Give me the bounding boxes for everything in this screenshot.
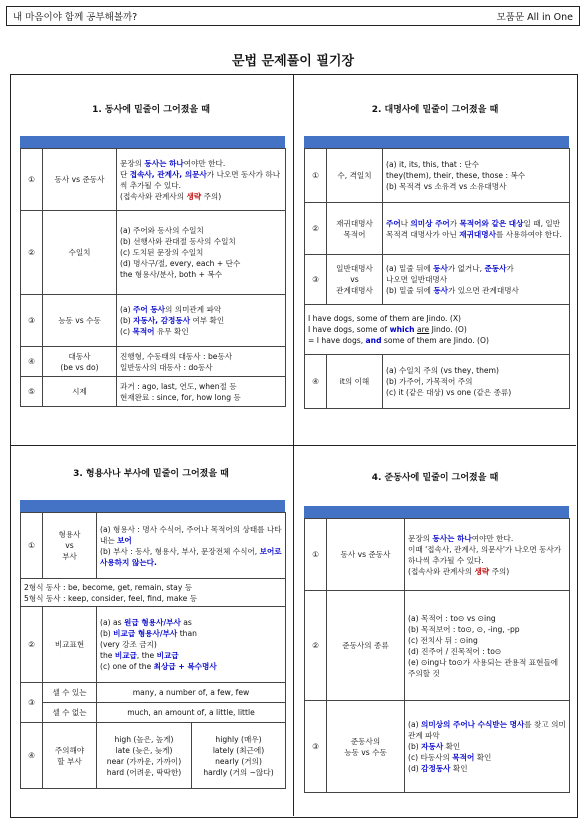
table-row — [21, 211, 286, 295]
text: 문장의 — [408, 533, 433, 543]
page-title: 문법 문제풀이 필기장 — [231, 54, 355, 69]
desc-line: (d) 명사구/절, every, each + 단수 — [120, 259, 241, 268]
highlight: 동사는 하나 — [432, 533, 472, 543]
row-number: ① — [21, 149, 43, 211]
row-number: ② — [305, 591, 327, 701]
row-key: 능동 vs 수동 — [43, 295, 117, 347]
table-row — [305, 701, 570, 793]
row-key: 수일치 — [43, 211, 117, 295]
list-item: hardly (거의 ~않다) — [203, 767, 274, 777]
text: than — [177, 629, 197, 638]
row-desc — [97, 513, 286, 579]
text: I have dogs, some of — [308, 325, 390, 334]
table-row — [21, 607, 286, 683]
desc-line: they(them), their, these, those : 복수 — [386, 171, 526, 180]
row-number: ④ — [21, 723, 43, 789]
text: Jindo. (O) — [429, 325, 467, 334]
text: = I have dogs, — [308, 336, 366, 345]
header-right-text: 모품문 All in One — [496, 12, 573, 23]
text: 나 — [400, 218, 411, 228]
text: (c) one of the — [100, 662, 154, 671]
list-item: nearly (거의) — [215, 756, 262, 766]
underline: are — [416, 325, 430, 334]
text: (d) — [408, 764, 422, 773]
highlight: 비교급 — [156, 651, 179, 660]
highlight: 주어 — [386, 218, 401, 228]
highlight: 목적어 — [132, 327, 155, 336]
example-line: I have dogs, some of them are Jindo. (X) — [308, 314, 462, 323]
section-2-header-bar — [304, 136, 569, 148]
adverb-list-right — [192, 723, 286, 789]
text: (a) 밑줄 뒤에 — [386, 264, 434, 273]
desc-line: (a) 목적어 : to⊙ vs ⊙ing — [408, 613, 496, 623]
highlight: and — [365, 336, 382, 345]
highlight: 목적어 — [452, 753, 475, 762]
text: (접속사와 관계사의 — [120, 191, 187, 201]
verb-pattern-cell — [21, 579, 286, 607]
highlight: 비교급 — [114, 651, 137, 660]
section-4-title: 4. 준동사에 밑줄이 그어졌을 때 — [371, 473, 499, 483]
list-item: highly (매우) — [215, 734, 262, 744]
row-desc — [97, 607, 286, 683]
row-desc: many, a number of, a few, few — [97, 683, 286, 703]
text: (c) — [120, 327, 133, 336]
text: 를 찾고 의미관계 파악 — [408, 720, 566, 740]
desc-line: 현재완료 : since, for, how long 등 — [120, 392, 241, 402]
section-4-header-bar — [304, 506, 569, 518]
row-desc — [405, 701, 570, 793]
text: (a) — [408, 720, 421, 729]
row-key: 동사 vs 준동사 — [327, 519, 405, 591]
desc-line: 5형식 동사 : keep, consider, feel, find, make 등 — [24, 593, 198, 603]
key-line: 부사 — [62, 552, 77, 561]
list-item: high (높은, 높게) — [114, 734, 174, 744]
highlight: 주어 동사 — [133, 305, 165, 314]
row-key — [327, 255, 383, 305]
section-1-title: 1. 동사에 밑줄이 그어졌을 때 — [92, 105, 210, 115]
text: as — [180, 618, 192, 627]
row-desc — [383, 255, 570, 305]
row-desc — [405, 519, 570, 591]
key-line: vs — [65, 541, 74, 550]
header-left-text: 내 마음이야 함께 공부해볼까? — [13, 12, 138, 23]
highlight: 의미상 주어 — [410, 218, 450, 228]
key-line: 일반대명사 — [336, 264, 373, 273]
list-item: late (늦은, 늦게) — [115, 745, 173, 755]
highlight: 동사 — [433, 264, 448, 273]
table-row — [305, 255, 570, 305]
row-key — [43, 513, 97, 579]
desc-line: (a) 주어와 동사의 수일치 — [120, 226, 204, 235]
section-2-table — [304, 148, 570, 409]
text: 주의) — [489, 566, 510, 576]
key-line: vs — [350, 275, 359, 284]
text: 유무 확인 — [154, 327, 189, 336]
row-key: 셀 수 없는 — [43, 703, 97, 723]
text: 가 — [449, 218, 460, 228]
row-key: 준동사의 종류 — [327, 591, 405, 701]
desc-line: (b) 목적격 vs 소유격 vs 소유대명사 — [386, 182, 507, 191]
table-row — [305, 591, 570, 701]
table-row — [21, 295, 286, 347]
highlight: 감정동사 — [421, 764, 451, 773]
desc-line: (c) 도치된 문장의 수일치 — [120, 248, 204, 257]
table-row — [305, 305, 570, 355]
text: 단 — [120, 169, 130, 179]
text: (c) 타동사의 — [408, 753, 453, 762]
table-row — [21, 149, 286, 211]
text: (b) 밑줄 뒤에 — [386, 286, 434, 295]
key-line: 준동사의 — [350, 736, 381, 746]
row-desc: much, an amount of, a little, little — [97, 703, 286, 723]
text: 의 의미관계 파악 — [165, 305, 222, 314]
desc-line: 나오면 일반대명사 — [386, 275, 448, 284]
desc-line: 2형식 동사 : be, become, get, remain, stay 등 — [24, 582, 193, 592]
key-line: (be vs do) — [60, 362, 99, 372]
text: 문장의 — [120, 158, 145, 168]
row-key: 비교표현 — [43, 607, 97, 683]
list-item: near (가까운, 가까이) — [106, 756, 182, 766]
highlight: which — [389, 325, 415, 334]
key-line: 재귀대명사 — [336, 218, 373, 228]
desc-line: (c) 전치사 뒤 : ⊙ing — [408, 635, 478, 645]
desc-line: the 형용사/분사, both + 복수 — [120, 270, 223, 279]
desc-line: (d) 진주어 / 진목적어 : to⊙ — [408, 646, 502, 656]
highlight: 보어 — [117, 535, 132, 545]
section-3-title: 3. 형용사나 부사에 밑줄이 그어졌을 때 — [73, 469, 229, 479]
row-desc — [117, 149, 286, 211]
section-1-header-bar — [20, 136, 285, 148]
row-desc — [117, 347, 286, 377]
table-row — [305, 355, 570, 409]
row-number: ③ — [305, 701, 327, 793]
section-3-header-bar — [20, 500, 285, 512]
row-key: 시제 — [43, 377, 117, 407]
section-3-table — [20, 512, 286, 789]
row-number: ④ — [21, 347, 43, 377]
row-number: ④ — [305, 355, 327, 409]
desc-line: (b) 선행사와 관대절 동사의 수일치 — [120, 237, 236, 246]
highlight: 보어로 사용하지 않는다. — [100, 546, 282, 567]
row-key — [43, 347, 117, 377]
text: (b) — [408, 742, 422, 751]
highlight: 최상급 + 복수명사 — [153, 662, 217, 671]
table-row — [305, 519, 570, 591]
section-1-table — [20, 148, 286, 407]
text: 확인 — [474, 753, 492, 762]
text: 확인 — [450, 764, 468, 773]
text: (a) 형용사 : 명사 수식어, 주어나 목적어의 상태를 나타내는 — [100, 524, 282, 545]
text: 일 때, 일반 목적격 대명사가 아닌 — [386, 218, 561, 239]
row-number: ① — [305, 519, 327, 591]
highlight: 동사 — [433, 286, 449, 295]
text: (b) 부사 : 동사, 형용사, 부사, 문장전체 수식어, — [100, 546, 260, 556]
row-key: 셀 수 있는 — [43, 683, 97, 703]
row-key: 수, 격일치 — [327, 149, 383, 203]
desc-line: 진행형, 수동태의 대동사 : be동사 — [120, 351, 233, 361]
highlight-red: 생략 — [186, 191, 202, 201]
table-row — [305, 203, 570, 255]
table-row — [21, 683, 286, 703]
row-desc — [383, 355, 570, 409]
row-number: ③ — [21, 295, 43, 347]
highlight: 원급 형용사/부사 — [124, 618, 181, 627]
row-number: ② — [305, 203, 327, 255]
desc-line: (b) 가주어, 가목적어 주의 — [386, 377, 473, 386]
text: (접속사와 관계사의 — [408, 566, 475, 576]
table-row — [305, 149, 570, 203]
text: 가 있으면 관계대명사 — [448, 286, 519, 295]
text: (b) — [120, 316, 134, 325]
desc-line: (very 강조 금지) — [100, 640, 157, 649]
key-line: 할 부사 — [57, 756, 82, 766]
row-number: ① — [21, 513, 43, 579]
text: 가 나오면 동사가 하나씩 추가될 수 있다. — [120, 169, 281, 190]
text: 를 사용하여야 한다. — [495, 229, 562, 239]
highlight: 자동사 — [421, 742, 444, 751]
desc-line: (c) it (같은 대상) vs one (같은 종류) — [386, 388, 512, 397]
row-key: it의 이해 — [327, 355, 383, 409]
text: 가 — [506, 264, 514, 273]
highlight: 자동사, 감정동사 — [133, 316, 191, 325]
row-desc — [117, 211, 286, 295]
desc-line: (e) ⊙ing나 to⊙가 사용되는 관용적 표현들에 주의할 것 — [408, 657, 559, 678]
highlight: 재귀대명사 — [459, 229, 496, 239]
highlight: 목적어와 같은 대상 — [459, 218, 524, 228]
section-2-title: 2. 대명사에 밑줄이 그어졌을 때 — [371, 105, 499, 115]
list-item: lately (최근에) — [212, 745, 265, 755]
row-desc — [117, 377, 286, 407]
row-divider — [10, 445, 576, 446]
desc-line: (a) 수일치 주의 (vs they, them) — [386, 366, 499, 375]
highlight: 의미상의 주어나 수식받는 명사 — [421, 720, 525, 729]
row-desc — [405, 591, 570, 701]
row-number: ① — [305, 149, 327, 203]
text: 확인 — [443, 742, 461, 751]
text: , the — [136, 651, 157, 660]
highlight-red: 생략 — [474, 566, 490, 576]
desc-line: (b) 목적보어 : to⊙, ⊙, -ing, -pp — [408, 624, 520, 634]
text: (a) — [120, 305, 133, 314]
example-cell — [305, 305, 570, 355]
row-key — [327, 203, 383, 255]
desc-line: 과거 : ago, last, 연도, when절 등 — [120, 381, 237, 391]
key-line: 형용사 — [58, 530, 81, 539]
row-number: ③ — [305, 255, 327, 305]
row-key: 동사 vs 준동사 — [43, 149, 117, 211]
text: (a) as — [100, 618, 125, 627]
key-line: 주의해야 — [54, 745, 85, 755]
row-number: ⑤ — [21, 377, 43, 407]
row-desc — [383, 149, 570, 203]
table-row — [21, 513, 286, 579]
highlight: 준동사 — [484, 264, 507, 273]
key-line: 능동 vs 수동 — [344, 747, 387, 757]
adverb-list-left — [97, 723, 192, 789]
text: (b) — [100, 629, 114, 638]
highlight: 비교급 형용사/부사 — [113, 629, 178, 638]
row-number: ③ — [21, 683, 43, 723]
highlight: 동사는 하나 — [144, 158, 184, 168]
text: 여야만 한다. — [471, 533, 514, 543]
desc-line: 일반동사의 대동사 : do동사 — [120, 362, 213, 372]
row-key — [327, 701, 405, 793]
desc-line: (a) it, its, this, that : 단수 — [386, 160, 479, 169]
row-number: ② — [21, 211, 43, 295]
text: 주의) — [201, 191, 222, 201]
key-line: 관계대명사 — [336, 286, 373, 295]
table-row — [21, 579, 286, 607]
row-number: ② — [21, 607, 43, 683]
table-row — [21, 347, 286, 377]
table-row — [21, 703, 286, 723]
section-4-table — [304, 518, 570, 793]
text: 여야만 한다. — [183, 158, 226, 168]
text: 가 없거나, — [447, 264, 485, 273]
key-line: 대동사 — [68, 351, 91, 361]
table-row — [21, 723, 286, 789]
list-item: hard (어려운, 딱딱한) — [106, 767, 182, 777]
table-row — [21, 377, 286, 407]
page-header — [6, 6, 580, 26]
row-desc — [117, 295, 286, 347]
text: 여부 확인 — [190, 316, 225, 325]
text: the — [100, 651, 115, 660]
desc-line: 이때 '접속사, 관계사, 의문사'가 나오면 동사가 하나씩 추가될 수 있다. — [408, 544, 562, 565]
text: some of them are Jindo. (O) — [381, 336, 489, 345]
row-desc — [383, 203, 570, 255]
highlight: 접속사, 관계사, 의문사 — [129, 169, 207, 179]
key-line: 목적어 — [343, 229, 366, 239]
row-key — [43, 723, 97, 789]
